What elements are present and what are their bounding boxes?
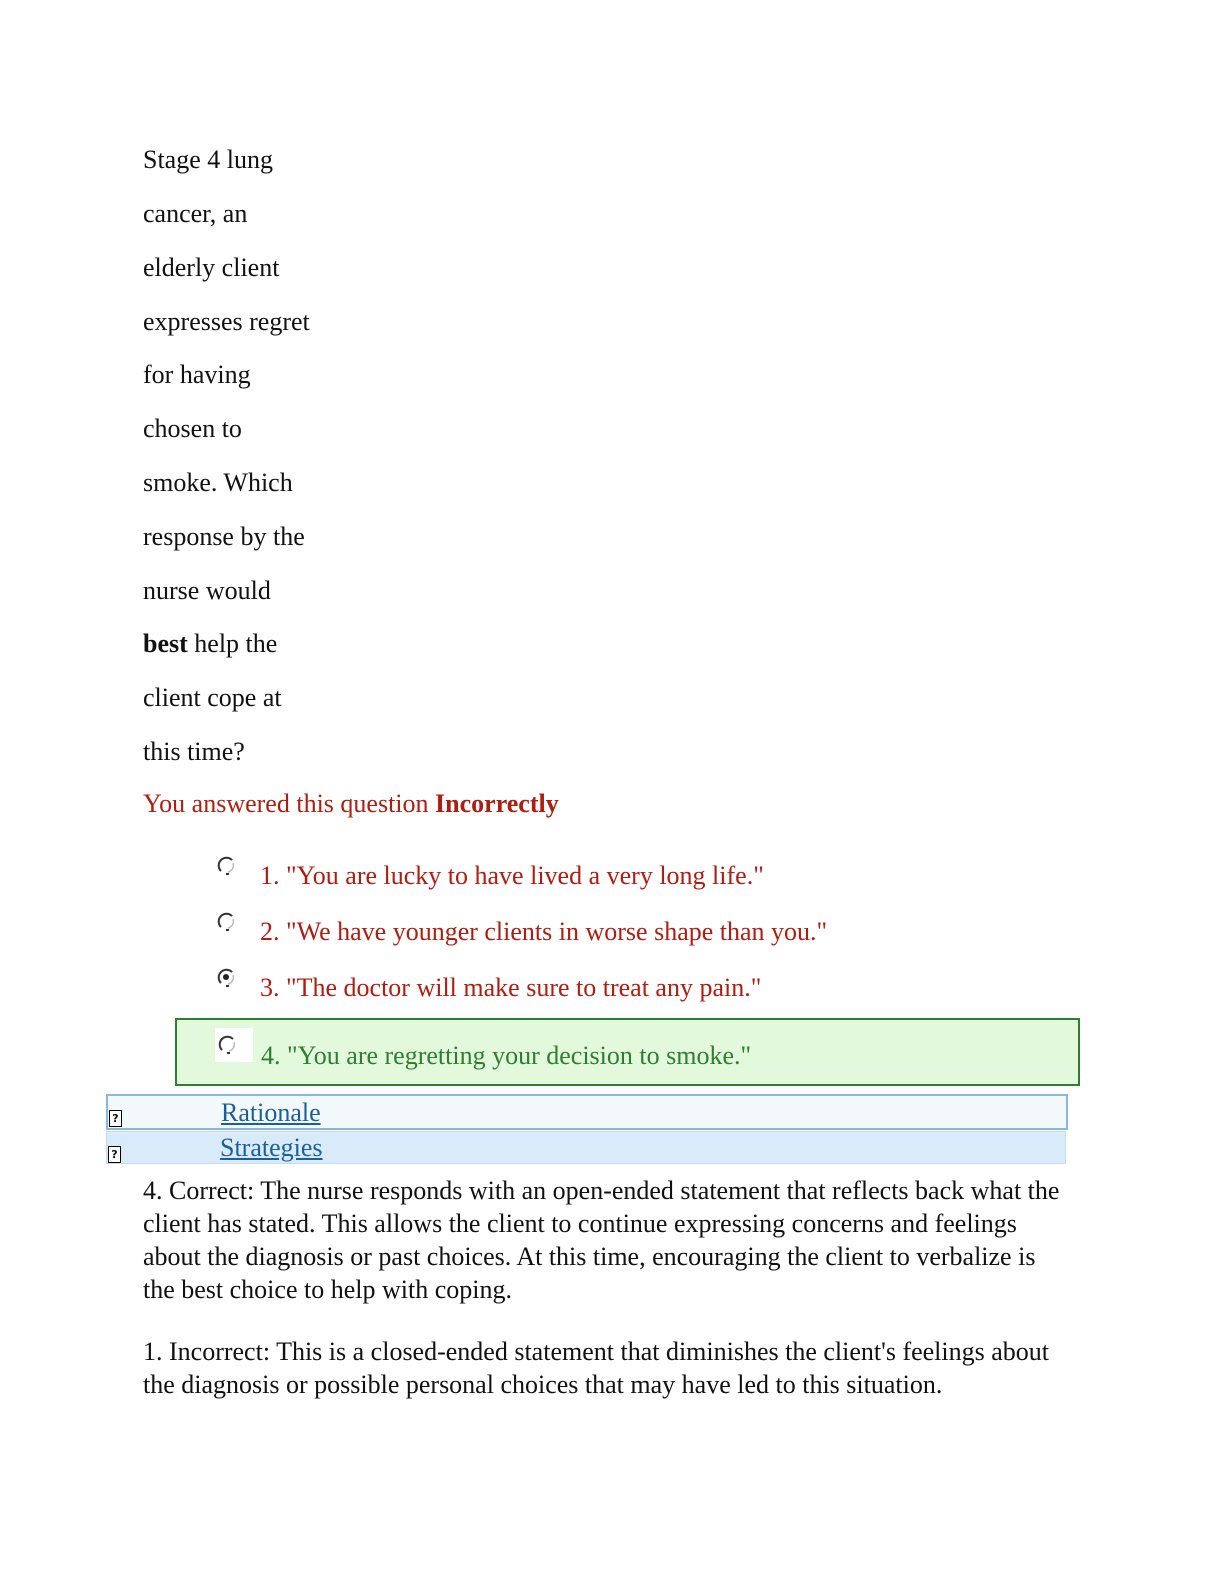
question-line: chosen to — [143, 414, 242, 443]
answer-option-label: 1. "You are lucky to have lived a very long life." — [260, 861, 764, 890]
question-line-emphasis — [143, 629, 277, 659]
emphasis-word: best — [143, 629, 188, 658]
answer-status — [143, 789, 559, 819]
rationale-correct-paragraph: 4. Correct: The nurse responds with an open-ended statement that reflects back what the client has stated. This allows the client to continue expressing concerns and feelings about the diagnosis or past choices. At this time, encouraging the client to verbalize is the best choice to help with coping. — [143, 1176, 1060, 1304]
radio-icon[interactable] — [217, 1034, 239, 1056]
question-line: response by the — [143, 522, 305, 551]
radio-icon[interactable] — [216, 855, 238, 877]
rationale-incorrect-paragraph: 1. Incorrect: This is a closed-ended statement that diminishes the client's feelings about the diagnosis or possible personal choices that may have led to this situation. — [143, 1337, 1050, 1399]
radio-icon[interactable] — [216, 911, 238, 933]
question-line-rest: help the — [187, 629, 278, 658]
answer-option-label: 2. "We have younger clients in worse shape than you." — [260, 917, 828, 946]
question-line: cancer, an — [143, 199, 248, 228]
question-line: elderly client — [143, 253, 280, 282]
answer-verdict: Incorrectly — [435, 789, 559, 818]
rationale-link[interactable]: Rationale — [221, 1098, 321, 1127]
answer-option-label: 3. "The doctor will make sure to treat any pain." — [260, 973, 762, 1002]
radio-selected-icon[interactable] — [216, 967, 238, 989]
question-line: client cope at — [143, 683, 282, 712]
answer-option-1[interactable] — [216, 855, 976, 895]
question-line: nurse would — [143, 576, 271, 605]
question-line: this time? — [143, 737, 245, 766]
question-line: expresses regret — [143, 307, 310, 336]
answer-option-label: 4. "You are regretting your decision to smoke." — [261, 1041, 752, 1070]
radio-wrapper — [215, 1028, 253, 1062]
question-line: smoke. Which — [143, 468, 293, 497]
answer-status-prefix: You answered this question — [143, 789, 436, 818]
correct-answer-highlight[interactable] — [175, 1018, 1080, 1086]
question-line: Stage 4 lung — [143, 145, 273, 174]
broken-image-icon: ? — [109, 1110, 122, 1127]
answer-option-2[interactable] — [216, 911, 976, 951]
question-line: for having — [143, 360, 251, 389]
broken-image-icon: ? — [108, 1146, 121, 1163]
answer-option-3-selected[interactable] — [216, 967, 976, 1007]
strategies-link[interactable]: Strategies — [220, 1133, 323, 1162]
strategies-row[interactable] — [106, 1131, 1066, 1164]
rationale-row[interactable] — [106, 1094, 1068, 1130]
